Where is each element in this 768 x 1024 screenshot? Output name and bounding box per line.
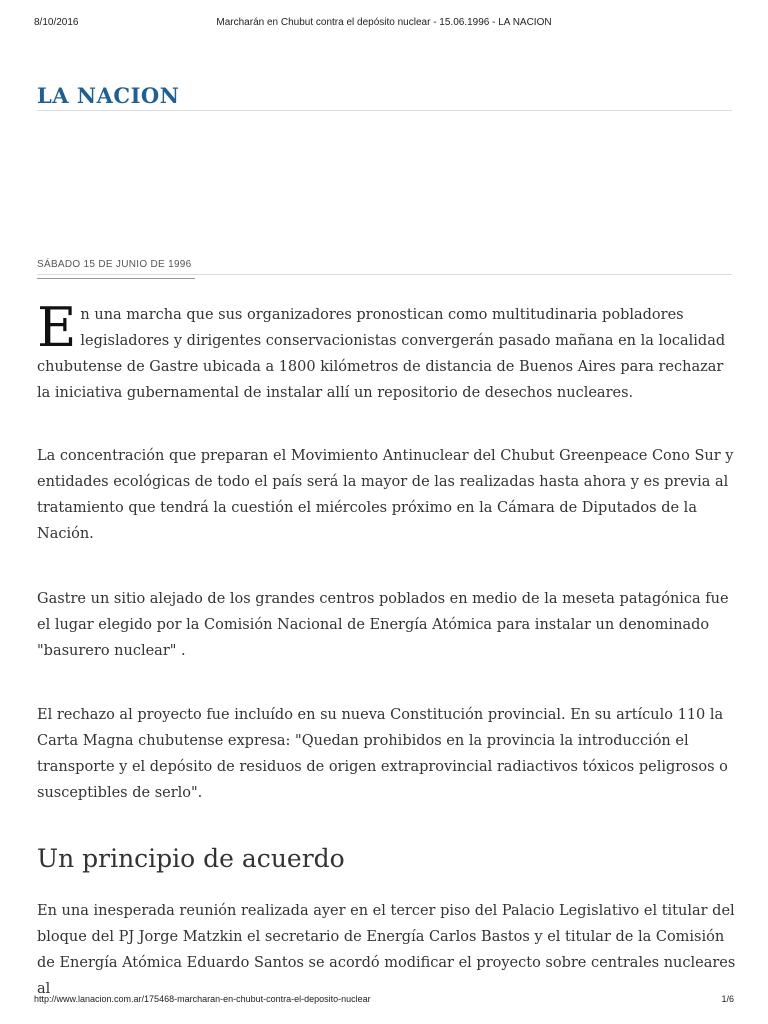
article-paragraph-1 bbox=[37, 296, 737, 406]
dateline bbox=[37, 252, 732, 275]
article-paragraph-1-text: n una marcha que sus organizadores pronostican como multitudinaria pobladores legisladores y dirigentes conservacionistas convergerán pasado mañana en la localidad chubutense de Gastre ubicada a 1800 kilómetros de distancia de Buenos Aires para rechazar la iniciativa gubernamental de instalar allí un repositorio de desechos nucleares. bbox=[37, 307, 726, 401]
print-date: 8/10/2016 bbox=[34, 17, 79, 28]
drop-cap: E bbox=[37, 296, 77, 359]
article-subheading: Un principio de acuerdo bbox=[37, 844, 345, 873]
masthead bbox=[37, 84, 732, 111]
article-paragraph-2: La concentración que preparan el Movimiento Antinuclear del Chubut Greenpeace Cono Sur y entidades ecológicas de todo el país será la mayor de las realizadas hasta ahora y es previa al tratamiento que tendrá la cuestión el miércoles próximo en la Cámara de Diputados de la Nación. bbox=[37, 448, 734, 542]
print-url[interactable]: http://www.lanacion.com.ar/175468-marcharan-en-chubut-contra-el-deposito-nuclear bbox=[34, 994, 371, 1004]
publication-date: SÁBADO 15 DE JUNIO DE 1996 bbox=[37, 259, 192, 278]
print-document-title: Marcharán en Chubut contra el depósito nuclear - 15.06.1996 - LA NACION bbox=[216, 17, 552, 28]
print-footer bbox=[0, 994, 768, 1008]
page-number: 1/6 bbox=[721, 994, 734, 1004]
la-nacion-logo[interactable]: LA NACION bbox=[37, 83, 180, 108]
article-paragraph-5: En una inesperada reunión realizada ayer en el tercer piso del Palacio Legislativo el titular del bloque del PJ Jorge Matzkin el secretario de Energía Carlos Bastos y el titular de la Comisión de Energía Atómica Eduardo Santos se acordó modificar el proyecto sobre centrales nucleares al bbox=[37, 903, 736, 997]
article-paragraph-3: Gastre un sitio alejado de los grandes centros poblados en medio de la meseta patagónica fue el lugar elegido por la Comisión Nacional de Energía Atómica para instalar un denominado "basurero nuclear" . bbox=[37, 591, 729, 659]
article-paragraph-4: El rechazo al proyecto fue incluído en su nueva Constitución provincial. En su artículo 110 la Carta Magna chubutense expresa: "Quedan prohibidos en la provincia la introducción el transporte y el depósito de residuos de origen extraprovincial radiactivos tóxicos peligrosos o susceptibles de serlo". bbox=[37, 707, 728, 801]
print-header bbox=[0, 17, 768, 31]
